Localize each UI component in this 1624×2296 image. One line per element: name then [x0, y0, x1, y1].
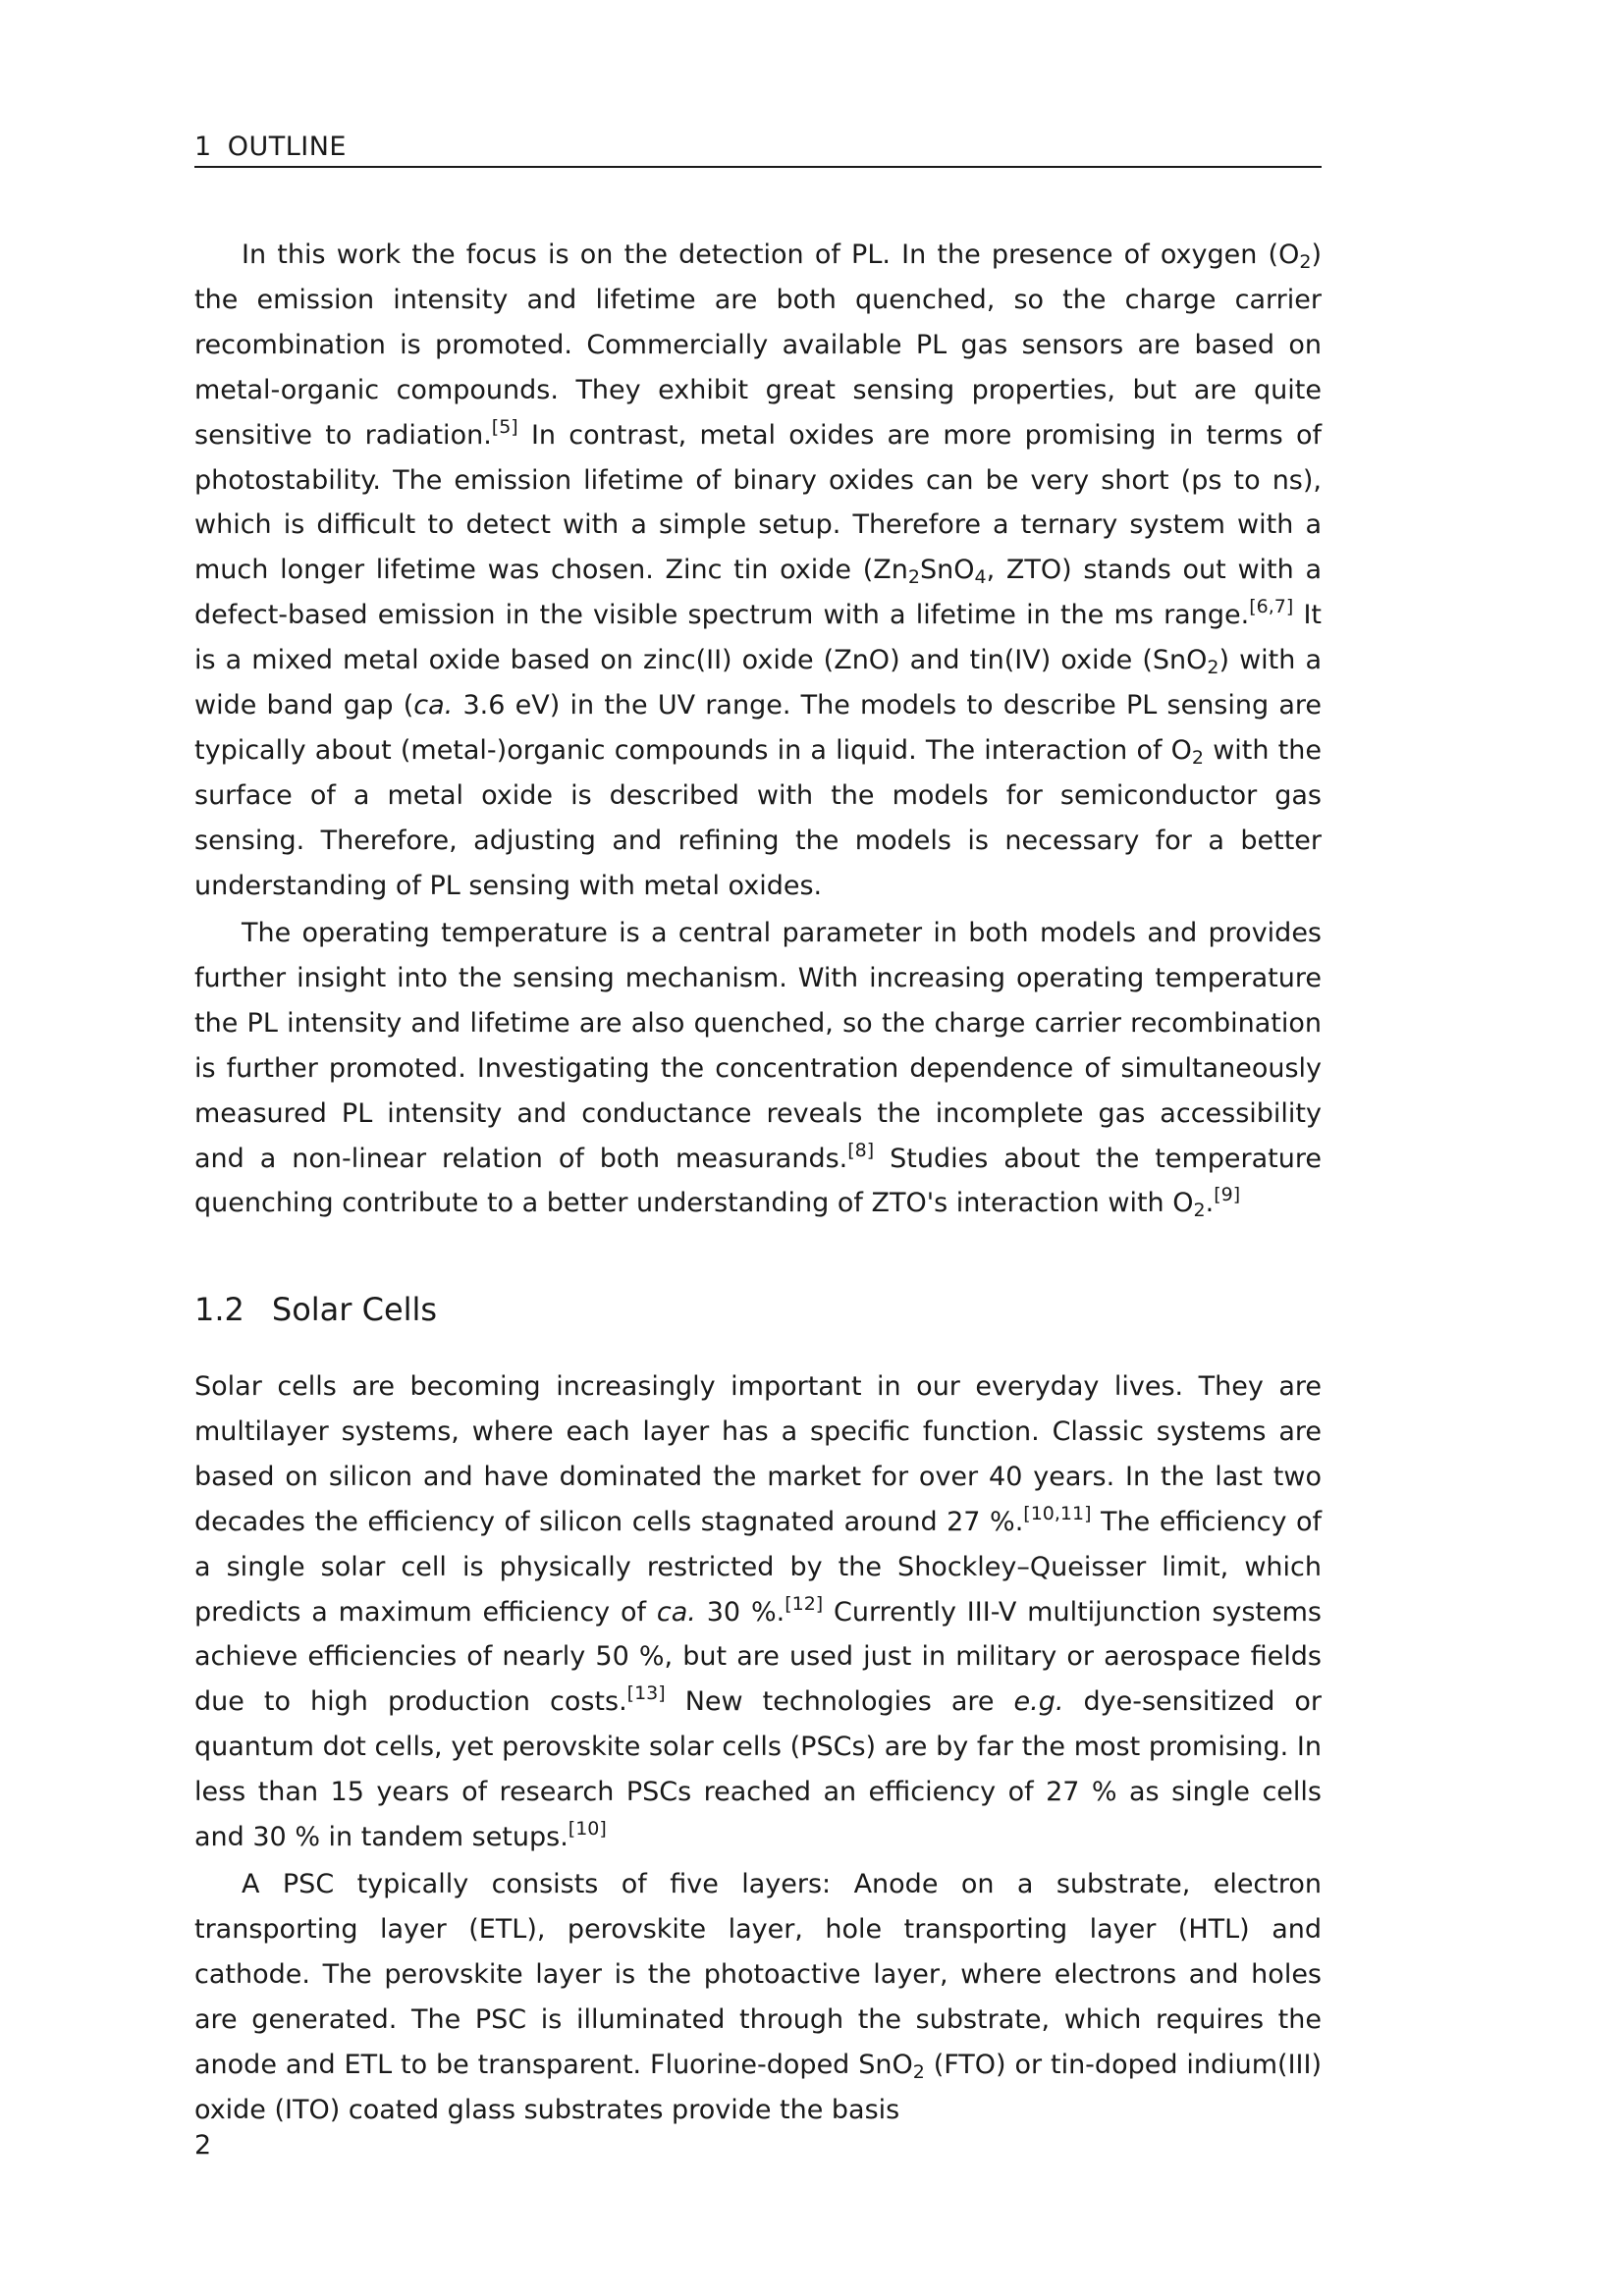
citation: [13] — [626, 1682, 666, 1705]
section-heading — [194, 1291, 437, 1328]
text-run: ) the emission intensity and lifetime are both quenched, so the charge carrier recombination is promoted. Commercially available PL gas sensors are based on metal-organic compounds. They exhibit great sensing properties, but are quite sensitive to radiation. — [194, 240, 1322, 451]
subscript: 2 — [1193, 1200, 1206, 1222]
paragraph-psc-layers — [194, 1862, 1322, 2132]
text-run: . — [1205, 1188, 1215, 1219]
text-run: New technologies are — [665, 1686, 1014, 1718]
subscript: 2 — [1191, 746, 1205, 769]
citation: [10,11] — [1023, 1502, 1092, 1524]
subscript: 2 — [907, 566, 920, 589]
subscript: 2 — [912, 2060, 925, 2083]
chapter-number: 1 — [194, 132, 212, 162]
citation: [12] — [785, 1592, 824, 1615]
chapter-title: OUTLINE — [227, 132, 347, 162]
section-number: 1.2 — [194, 1291, 244, 1328]
text-run: with the surface of a metal oxide is described with the models for semiconductor gas sensing. Therefore, adjusting and refining the models is necessary for a better understanding of PL sensing with metal oxides. — [194, 734, 1322, 901]
paragraph-operating-temperature — [194, 911, 1322, 1226]
paragraph-solar-cells-intro — [194, 1364, 1322, 1860]
subscript: 2 — [1207, 657, 1219, 679]
italic-text: ca. — [656, 1596, 696, 1628]
text-run: (FTO) or tin-doped indium(III) oxide (ITO) coated glass substrates provide the basis — [194, 2049, 1322, 2125]
text-run: 30 %. — [695, 1596, 785, 1628]
text-run: It is a mixed metal oxide based on zinc(II) oxide (ZnO) and tin(IV) oxide (SnO — [194, 600, 1323, 676]
text-run: , ZTO) stands out with a defect-based emission in the visible spectrum with a lifetime in the ms range. — [194, 555, 1322, 631]
text-run: The efficiency of a single solar cell is physically restricted by the Shockley–Queisser limit, which predicts a maximum efficiency of — [194, 1506, 1322, 1628]
citation: [8] — [847, 1139, 875, 1161]
text-run: Studies about the temperature quenching contribute to a better understanding of ZTO's interaction with O — [194, 1143, 1322, 1219]
text-run: ) with a wide band gap ( — [194, 645, 1322, 721]
section-title: Solar Cells — [271, 1291, 438, 1328]
text-run: In contrast, metal oxides are more promising in terms of photostability. The emission lifetime of binary oxides can be very short (ps to ns), which is difficult to detect with a simple setup. Therefore a ternary system with a much longer lifetime was chosen. Zinc tin oxide (Zn — [194, 419, 1322, 586]
citation: [10] — [568, 1818, 607, 1841]
text-run: 3.6 eV) in the UV range. The models to describe PL sensing are typically about (metal-)organic compounds in a liquid. The interaction of O — [194, 690, 1323, 766]
italic-text: ca. — [413, 690, 454, 721]
paragraph-pl-detection — [194, 233, 1322, 909]
text-run: Currently III-V multijunction systems achieve efficiencies of nearly 50 %, but are used just in military or aerospace fields due to high production costs. — [194, 1596, 1322, 1718]
text-run: SnO — [919, 555, 975, 586]
citation: [9] — [1214, 1184, 1241, 1206]
running-header — [194, 132, 1322, 168]
text-run: dye-sensitized or quantum dot cells, yet perovskite solar cells (PSCs) are by far the most promising. In less than 15 years of research PSCs reached an efficiency of 27 % as single cells and 30 % in tandem setups. — [194, 1686, 1322, 1853]
text-run: A PSC typically consists of five layers: Anode on a substrate, electron transporting layer (ETL), perovskite layer, hole transporting layer (HTL) and cathode. The perovskite layer is the photoactive layer, where electrons and holes are generated. The PSC is illuminated through the substrate, which requires the anode and ETL to be transparent. Fluorine-doped SnO — [194, 1869, 1322, 2080]
page-number: 2 — [194, 2130, 212, 2161]
subscript: 4 — [974, 566, 987, 589]
citation: [6,7] — [1249, 596, 1294, 618]
text-run: Solar cells are becoming increasingly important in our everyday lives. They are multilayer systems, where each layer has a specific function. Classic systems are based on silicon and have dominated the market for over 40 years. In the last two decades the efficiency of silicon cells stagnated around 27 %. — [194, 1371, 1322, 1537]
italic-text: e.g. — [1013, 1686, 1064, 1718]
text-run: The operating temperature is a central parameter in both models and provides further insight into the sensing mechanism. With increasing operating temperature the PL intensity and lifetime are also quenched, so the charge carrier recombination is further promoted. Investigating the concentration dependence of simultaneously measured PL intensity and conductance reveals the incomplete gas accessibility and a non-linear relation of both measurands. — [194, 918, 1322, 1174]
text-run: In this work the focus is on the detection of PL. In the presence of oxygen (O — [242, 240, 1300, 270]
subscript: 2 — [1299, 251, 1312, 273]
citation: [5] — [491, 415, 518, 438]
